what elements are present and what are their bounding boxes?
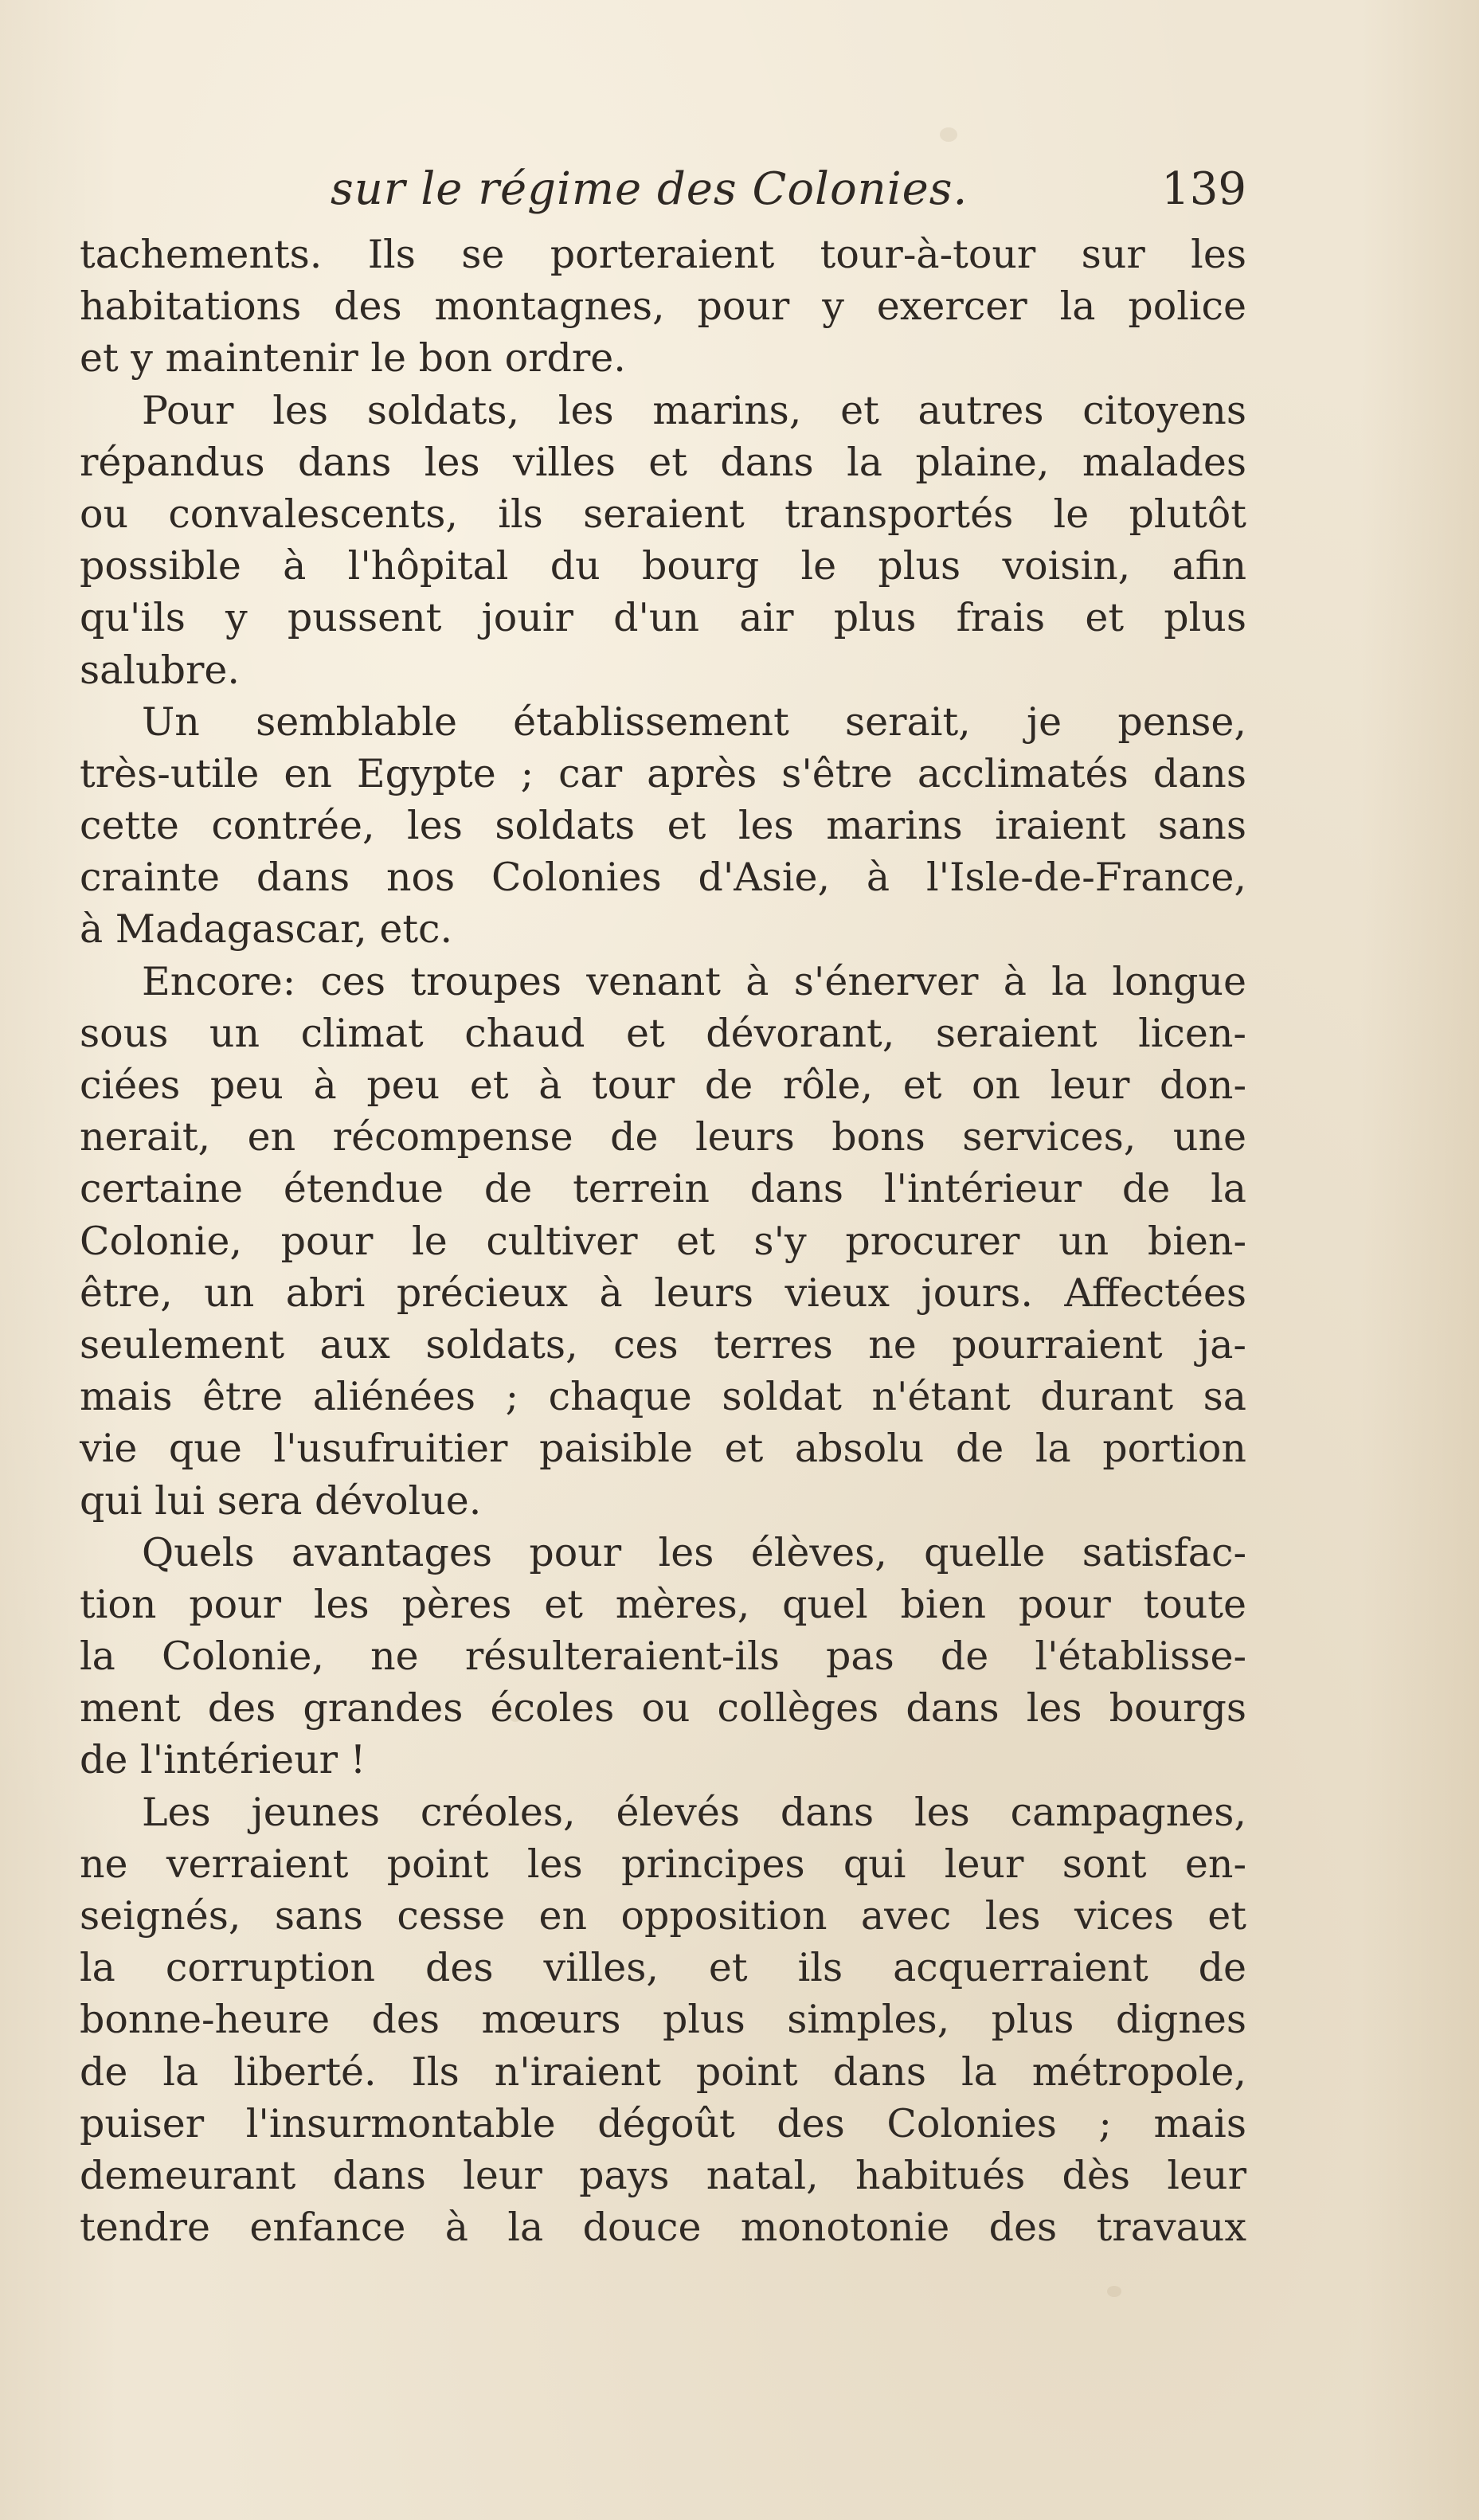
text-line: et y maintenir le bon ordre. (80, 335, 626, 382)
text-line: bonne-heure des mœurs plus simples, plus dignes (80, 1997, 1246, 2043)
text-line: vie que l'usufruitier paisible et absolu de la portion (80, 1426, 1246, 1472)
text-line: Pour les soldats, les marins, et autres citoyens (142, 387, 1246, 433)
text-line: tachements. Ils se porteraient tour-à-tour sur les (80, 232, 1246, 277)
text-line: ne verraient point les principes qui leur sont en- (80, 1841, 1246, 1887)
text-line: sous un climat chaud et dévorant, seraient licen- (80, 1010, 1246, 1056)
text-line: seignés, sans cesse en opposition avec les vices et (80, 1893, 1246, 1939)
text-line: tion pour les pères et mères, quel bien pour toute (80, 1581, 1246, 1627)
text-line: cette contrée, les soldats et les marins iraient sans (80, 803, 1246, 849)
text-line: la Colonie, ne résulteraient-ils pas de l'établisse- (80, 1634, 1246, 1680)
text-line: Les jeunes créoles, élevés dans les campagnes, (142, 1789, 1246, 1835)
paper-spot (1107, 2286, 1121, 2297)
text-line: être, un abri précieux à leurs vieux jours. Affectées (80, 1270, 1246, 1316)
page-header (80, 163, 1246, 227)
text-line: ment des grandes écoles ou collèges dans les bourgs (80, 1685, 1246, 1732)
text-line: qui lui sera dévolue. (80, 1477, 482, 1524)
running-title: sur le régime des Colonies. (331, 163, 968, 215)
text-line: salubre. (80, 647, 240, 693)
text-line: très-utile en Egypte ; car après s'être acclimatés dans (80, 750, 1246, 796)
text-line: Quels avantages pour les élèves, quelle satisfac- (142, 1529, 1246, 1575)
text-line: Encore: ces troupes venant à s'énerver à la longue (142, 958, 1246, 1004)
page-number: 139 (1161, 163, 1246, 215)
text-line: nerait, en récompense de leurs bons services, une (80, 1114, 1246, 1160)
text-line: de la liberté. Ils n'iraient point dans la métropole, (80, 2048, 1246, 2095)
text-line: répandus dans les villes et dans la plaine, malades (80, 439, 1246, 485)
text-line: puiser l'insurmontable dégoût des Colonies ; mais (80, 2100, 1246, 2146)
text-line: la corruption des villes, et ils acquerraient de (80, 1945, 1246, 1991)
text-line: seulement aux soldats, ces terres ne pourraient ja- (80, 1321, 1246, 1368)
body-text (80, 229, 1246, 2253)
text-line: mais être aliénées ; chaque soldat n'étant durant sa (80, 1374, 1246, 1420)
text-line: de l'intérieur ! (80, 1737, 366, 1783)
text-line: à Madagascar, etc. (80, 906, 453, 953)
text-line: Un semblable établissement serait, je pense, (142, 698, 1246, 745)
paper-spot (940, 127, 957, 142)
text-line: ou convalescents, ils seraient transportés le plutôt (80, 491, 1246, 537)
text-line: crainte dans nos Colonies d'Asie, à l'Isle-de-France, (80, 855, 1246, 901)
text-line: qu'ils y pussent jouir d'un air plus frais et plus (80, 595, 1246, 641)
text-line: tendre enfance à la douce monotonie des travaux (80, 2205, 1246, 2251)
text-line: certaine étendue de terrein dans l'intérieur de la (80, 1166, 1246, 1212)
text-line: demeurant dans leur pays natal, habitués dès leur (80, 2152, 1246, 2198)
text-line: possible à l'hôpital du bourg le plus voisin, afin (80, 543, 1246, 589)
text-line: ciées peu à peu et à tour de rôle, et on leur don- (80, 1062, 1246, 1108)
text-line: Colonie, pour le cultiver et s'y procurer un bien- (80, 1218, 1246, 1264)
text-line: habitations des montagnes, pour y exercer la police (80, 284, 1246, 330)
